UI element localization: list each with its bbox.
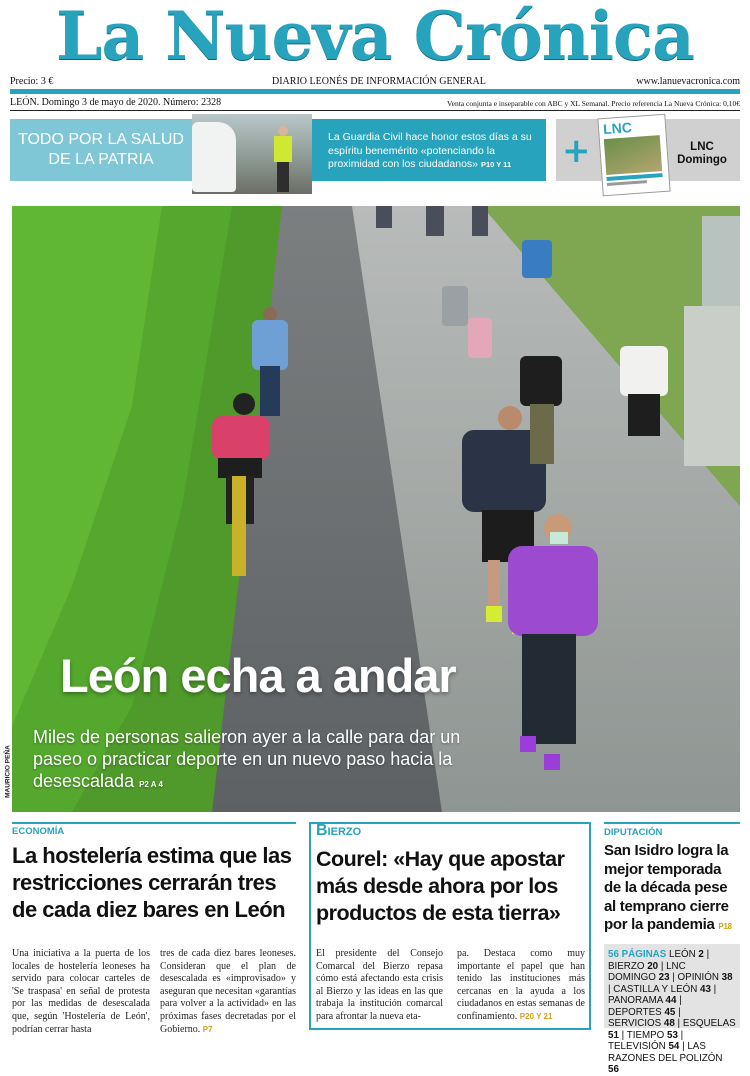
diputacion-rule — [604, 822, 740, 824]
index-entry[interactable] — [669, 949, 709, 960]
index-entries — [608, 949, 736, 1075]
index-entry-name: OPINIÓN — [674, 972, 722, 983]
index-separator: | — [676, 995, 682, 1006]
bierzo-body-col1: El presidente del Consejo Comarcal del Bierzo repasa cómo está afectando esta crisis al Bierzo y las ideas en las que trabaja la institución comarcal para afrontar la nueva eta- — [316, 948, 443, 1022]
bierzo-headline[interactable]: Courel: «Hay que apostar más desde ahora por los productos de esta tierra» — [316, 847, 565, 925]
masthead-rule — [10, 89, 740, 94]
guard-figure — [274, 126, 292, 192]
index-separator: | — [703, 949, 710, 960]
index-separator: | — [675, 1006, 681, 1018]
index-entry[interactable] — [608, 1007, 681, 1018]
dateline: LEÓN. Domingo 3 de mayo de 2020. Número: 2328 — [10, 97, 222, 108]
economia-body-col1: Una iniciativa a la puerta de los locales de hostelería leoneses ha servido para colocar carteles de 'Se traspasa' en señal de protesta por las medidas de desescalada que, según 'Hostelería de León', podrían cerrar hasta — [12, 948, 150, 1035]
index-entry-name: LAS RAZONES DEL POLIZÓN — [608, 1041, 723, 1064]
index-entry-page: 2 — [698, 949, 704, 960]
masthead — [0, 0, 750, 76]
index-entry[interactable] — [608, 1041, 685, 1052]
diputacion-ref: P18 — [718, 922, 732, 931]
main-headline[interactable]: León echa a andar — [60, 649, 456, 702]
index-entry-name: PANORAMA — [608, 995, 666, 1006]
index-entry-name: TIEMPO — [624, 1029, 668, 1041]
index-entry-page: 53 — [667, 1029, 678, 1041]
index-separator: | — [710, 983, 717, 995]
newspaper-title: La Nueva Crónica — [56, 0, 694, 75]
promo-guardia-civil-title[interactable]: TODO POR LA SALUD DE LA PATRIA — [10, 119, 192, 181]
index-separator: | — [677, 1029, 684, 1041]
plus-icon: + — [562, 131, 591, 171]
section-label-diputacion: DIPUTACIÓN — [604, 827, 663, 838]
index-entry[interactable] — [608, 995, 682, 1006]
bierzo-body-col2-text: pa. Destaca como muy importante el papel que han tenido las instituciones más cercanas en la ayuda a los ciudadanos en estas semanas de confinamiento. — [457, 948, 585, 1022]
tagline: DIARIO LEONÉS DE INFORMACIÓN GENERAL — [272, 76, 486, 87]
index-separator: | — [669, 972, 675, 983]
index-entry-page: 44 — [665, 995, 677, 1006]
section-label-bierzo: Bierzo — [316, 822, 362, 839]
index-separator: | — [618, 1029, 625, 1041]
car-image — [192, 122, 236, 192]
bierzo-ref: P20 Y 21 — [519, 1011, 553, 1021]
economia-ref: P7 — [202, 1024, 213, 1034]
main-photo-illustration — [12, 206, 740, 812]
photo-credit: MAURICIO PEÑA — [4, 745, 12, 798]
main-story-ref: P2 A 4 — [139, 780, 163, 789]
promo-guardia-civil-teaser[interactable] — [312, 119, 546, 181]
index-entry-page: 38 — [721, 972, 733, 983]
index-entry[interactable] — [611, 984, 717, 995]
section-label-economia: ECONOMÍA — [12, 826, 65, 837]
bierzo-body-col2 — [457, 948, 585, 1024]
economia-body-col2-text: tres de cada diez bares leoneses. Consideran que el plan de desescalada es «improvisado» y aseguran que necesitan «garantías para volver a la actividad» en las próximas fases decretadas por el Gobierno. — [160, 948, 296, 1035]
index-entry-page: 56 — [608, 1064, 619, 1075]
masthead-info-bar — [10, 76, 740, 90]
index-pages: 56 PÁGINAS — [608, 949, 667, 960]
index-entry-name: SERVICIOS — [608, 1018, 664, 1029]
main-photo[interactable] — [12, 206, 740, 812]
index-entry-page: 48 — [663, 1018, 675, 1029]
sale-note: Venta conjunta e inseparable con ABC y XL Semanal. Precio referencia La Nueva Crónica: 0,10€ — [447, 99, 740, 108]
promo-teaser-text: La Guardia Civil hace honor estos días a su espíritu benemérito «potenciando la proximidad con los ciudadanos» — [328, 131, 532, 170]
index-entry-name: CASTILLA Y LEÓN — [610, 983, 701, 995]
index-separator: | — [674, 1018, 681, 1029]
main-subhead — [33, 726, 513, 796]
index-entry-page: 54 — [668, 1041, 680, 1052]
page-index — [604, 944, 740, 1075]
index-entry-name: ESQUELAS — [680, 1018, 736, 1029]
economia-headline[interactable]: La hostelería estima que las restricciones cerrarán tres de cada diez bares en León — [12, 843, 292, 922]
lnc-domingo-label: LNC Domingo — [677, 141, 727, 166]
index-entry[interactable] — [608, 961, 663, 972]
index-entry-name: DEPORTES — [608, 1006, 665, 1018]
economia-body-col2 — [160, 948, 296, 1036]
price: Precio: 3 € — [10, 76, 54, 87]
index-entry-page: 51 — [608, 1029, 619, 1041]
index-entry-page: 43 — [700, 983, 711, 995]
economia-rule — [12, 822, 296, 824]
index-separator: | — [679, 1041, 685, 1052]
index-entry[interactable] — [608, 1018, 680, 1029]
main-subhead-text: Miles de personas salieron ayer a la calle para dar un paseo o practicar deporte en un nuevo paso hacia la desescalada — [33, 727, 461, 791]
index-separator: | — [608, 983, 611, 995]
index-entry-name: LNC DOMINGO — [608, 960, 686, 983]
website-link[interactable]: www.lanuevacronica.com — [636, 76, 740, 87]
index-separator: | — [658, 960, 664, 972]
index-entry-name: BIERZO — [608, 960, 648, 972]
index-entry-page: 45 — [664, 1006, 676, 1018]
promo-guardia-civil-photo[interactable] — [192, 114, 312, 194]
index-entry-page: 23 — [658, 972, 670, 983]
diputacion-headline[interactable] — [604, 842, 740, 937]
lnc-logo: LNC — [602, 119, 633, 138]
lnc-domingo-cover[interactable] — [597, 114, 670, 197]
index-entry[interactable] — [624, 1030, 683, 1041]
diputacion-headline-text: San Isidro logra la mejor temporada de la década pese al temprano cierre por la pandemia — [604, 842, 729, 933]
promo-teaser-ref: P10 Y 11 — [480, 160, 512, 169]
index-entry-page: 20 — [647, 960, 659, 972]
index-entry-name: LEÓN — [669, 949, 699, 960]
date-rule — [10, 110, 740, 111]
index-entry-name: TELEVISIÓN — [608, 1041, 669, 1052]
date-bar — [10, 96, 740, 110]
